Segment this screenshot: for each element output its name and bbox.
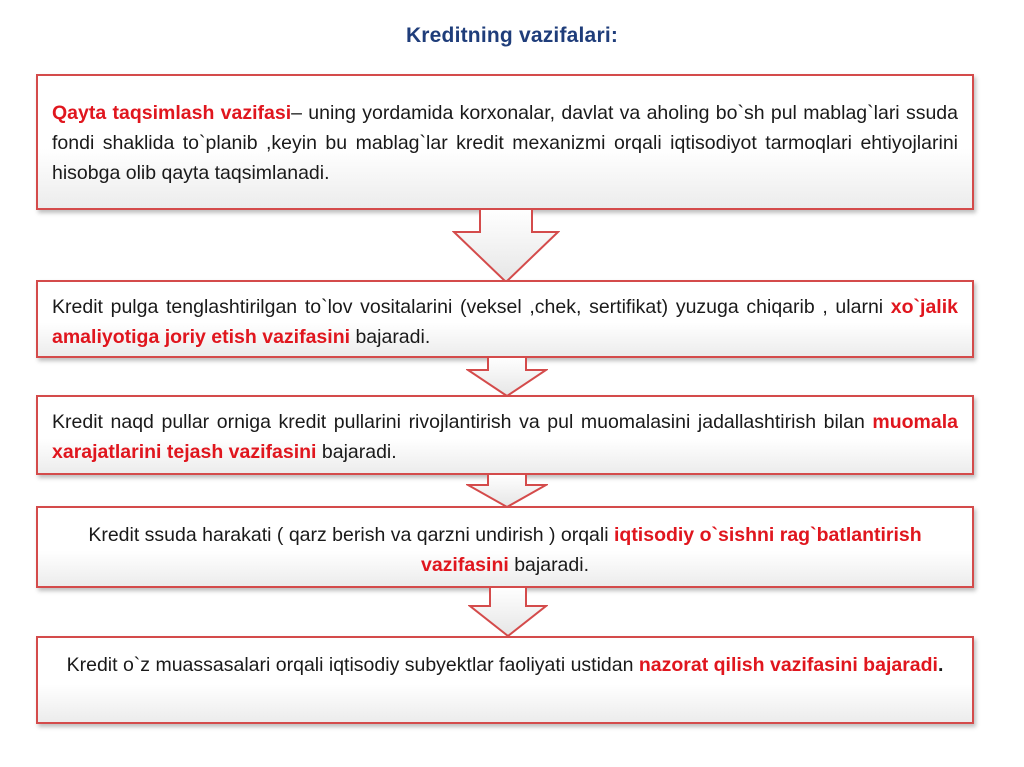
function-box-cost-saving [36,395,974,475]
box-text: Kredit naqd pullar orniga kredit pullarini rivojlantirish va pul muomalasini jadallashtirish bilan [52,411,873,433]
box-highlight: xo`jalik amaliyotiga joriy etish vazifasini [52,296,958,348]
function-box-payment-instruments [36,280,974,358]
box-text: bajaradi. [316,441,397,463]
down-arrow-icon [452,208,560,284]
box-text: Kredit ssuda harakati ( qarz berish va qarzni undirish ) orqali [88,524,614,546]
box-highlight: muomala xarajatlarini tejash vazifasini [52,411,958,463]
function-box-control [36,636,974,724]
box-text: Kredit o`z muassasalari orqali iqtisodiy subyektlar faoliyati ustidan [66,654,639,676]
box-highlight: Qayta taqsimlash vazifasi [52,102,292,124]
page-title: Kreditning vazifalari: [405,24,619,47]
box-text: Kredit pulga tenglashtirilgan to`lov vositalarini (veksel ,chek, sertifikat) yuzuga chiqarib , ularni [52,296,891,318]
function-box-growth-stimulation [36,506,974,588]
down-arrow-icon [466,356,548,398]
down-arrow-icon [466,473,548,509]
box-text: bajaradi. [508,554,589,576]
box-highlight: nazorat qilish vazifasini bajaradi [638,654,938,676]
box-highlight: iqtisodiy o`sishni rag`batlantirish vazifasini [420,524,922,576]
box-text: – uning yordamida korxonalar, davlat va aholing bo`sh pul mablag`lari ssuda fondi shaklida to`planib ,keyin bu mablag`lar kredit mexanizmi orqali iqtisodiyot tarmoqlari ehtiyojlarini hisobga olib qayta taqsimlanadi. [52,102,958,184]
box-text: bajaradi. [350,326,431,348]
function-box-redistribution [36,74,974,210]
down-arrow-icon [468,586,548,638]
box-text: . [937,654,944,676]
